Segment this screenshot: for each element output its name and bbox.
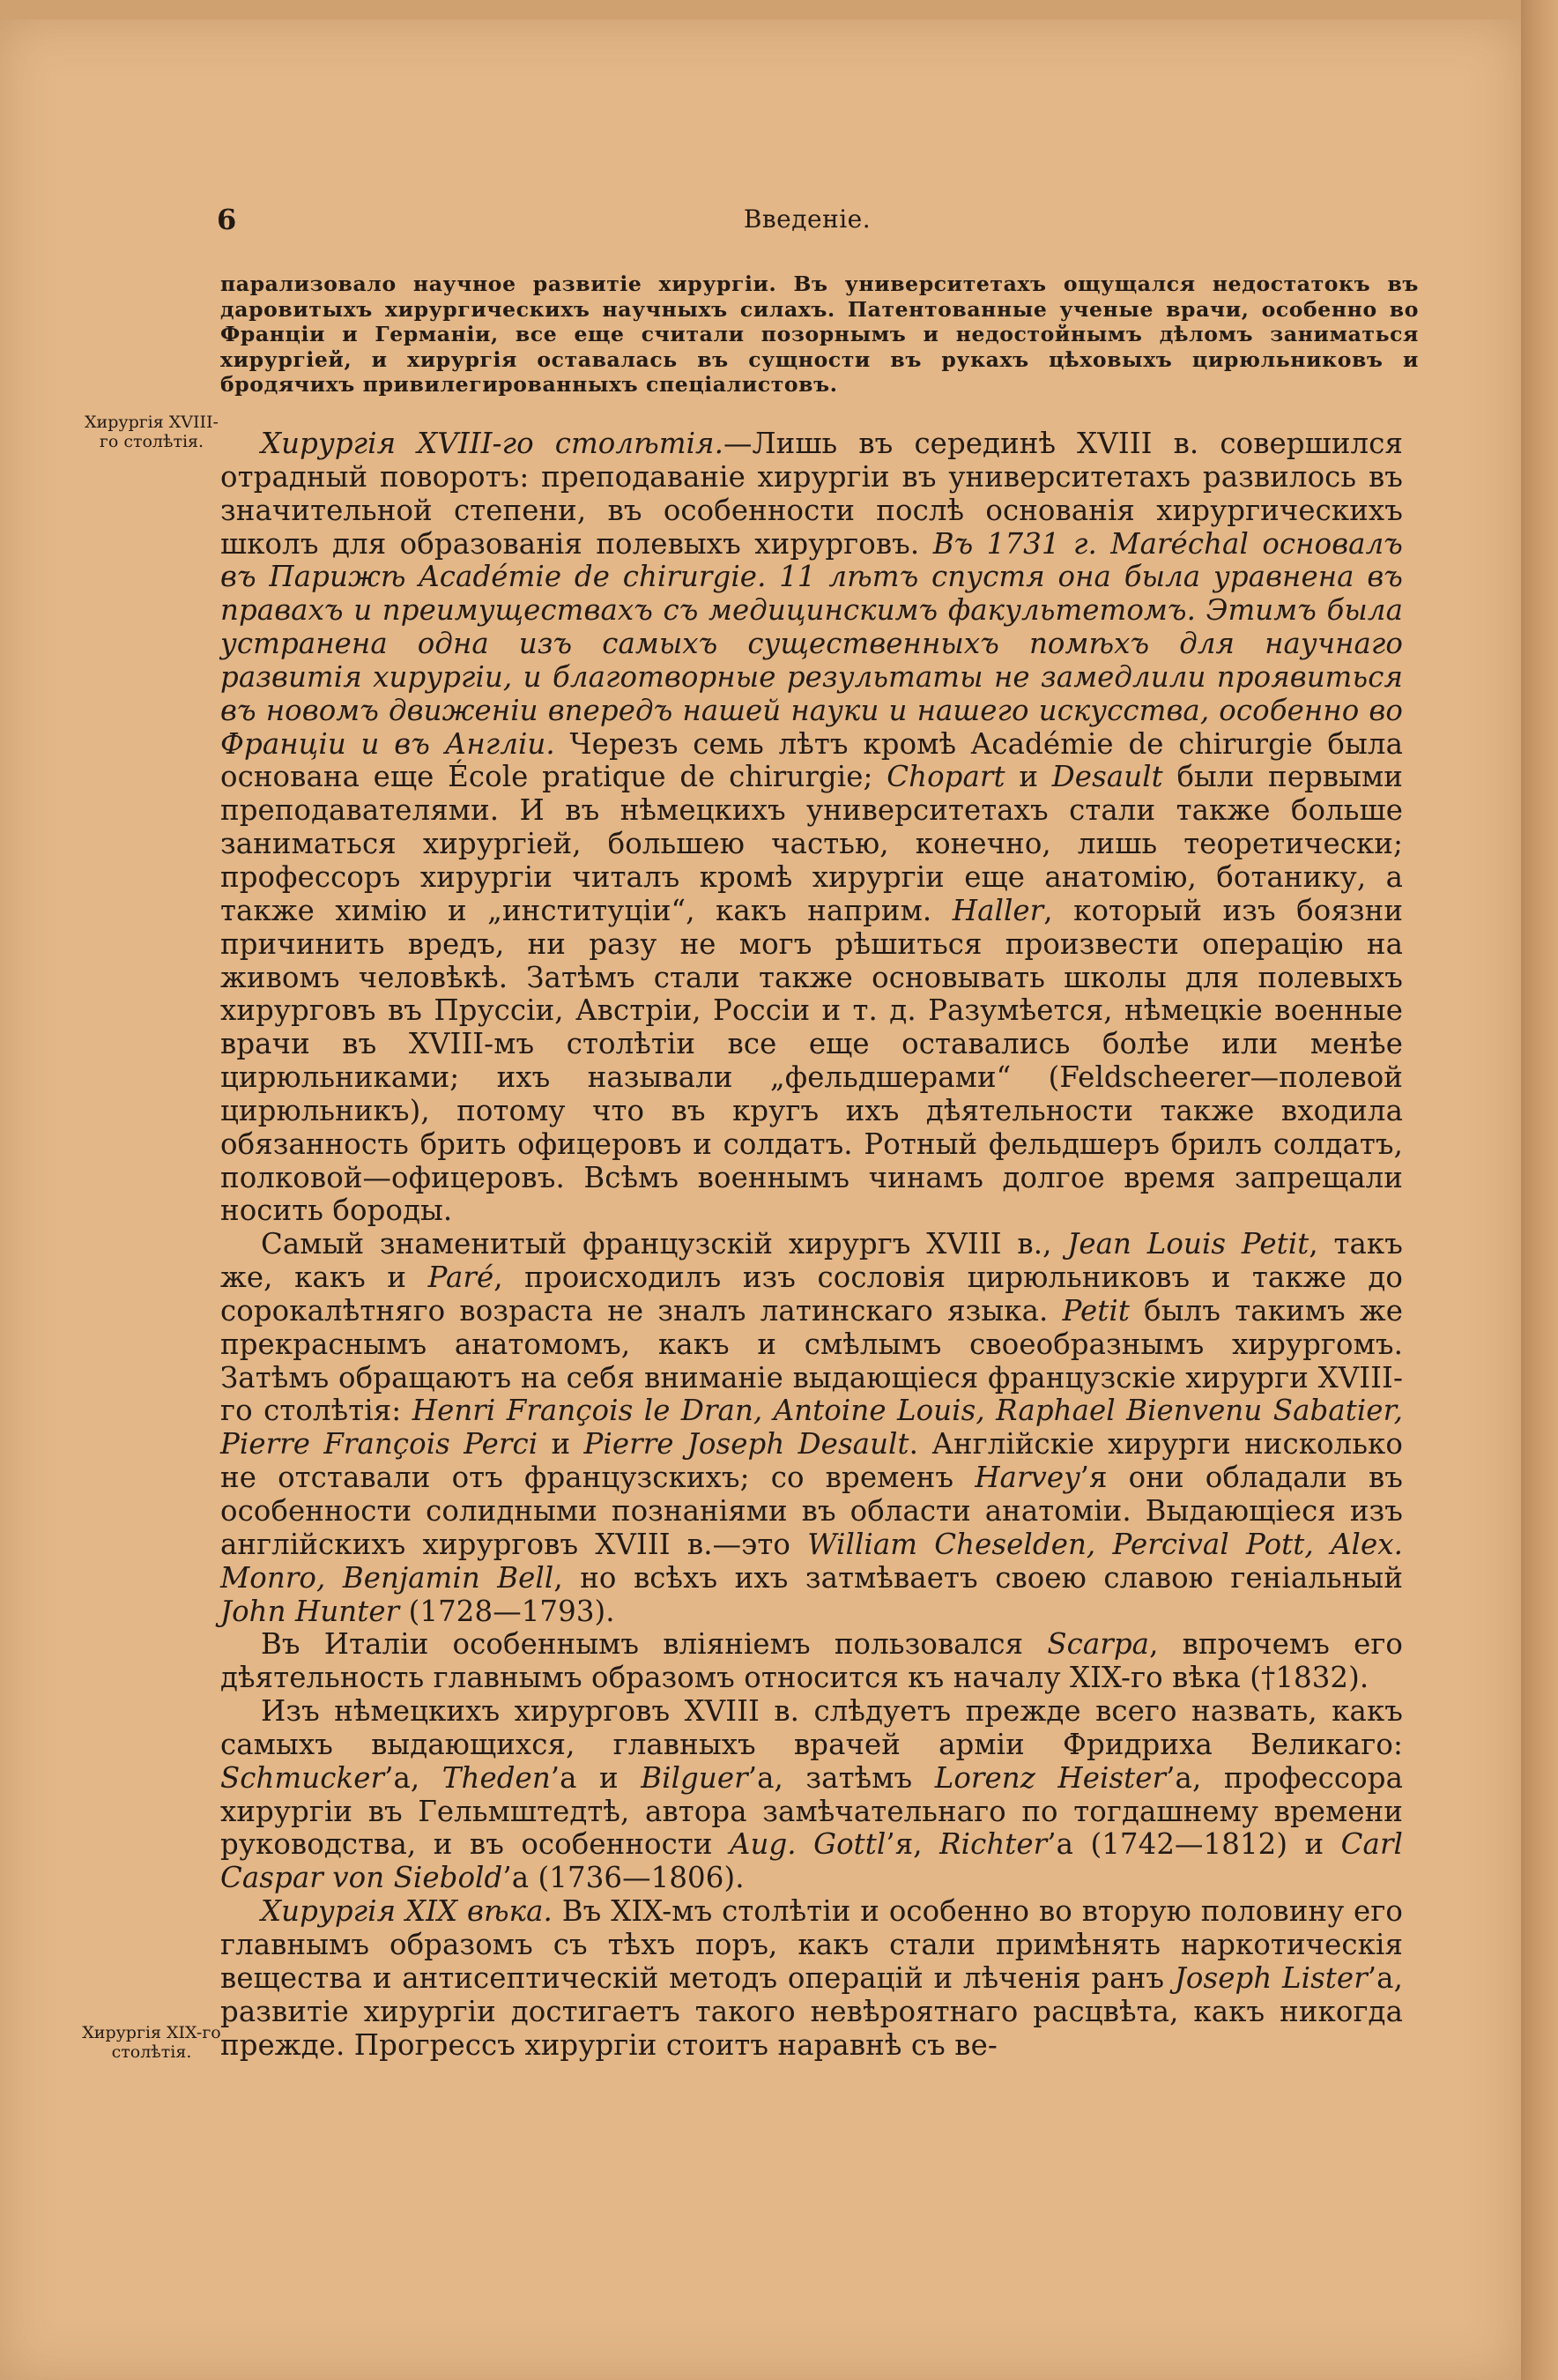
text-span: были первыми преподавателями. И въ нѣмецкихъ университетахъ стали также больше заниматься хирургіей, большею частью, конечно, лишь теоретически; профессоръ хирургіи читалъ кромѣ хирургіи еще анатомію, ботанику, а также химію и „институціи“, какъ наприм. — [220, 760, 1403, 927]
paragraph-german-surgeons — [220, 1695, 1403, 1895]
italic-span: Jean Louis Petit — [1067, 1227, 1309, 1261]
page-header — [217, 203, 1398, 238]
paragraph-18th-century — [220, 428, 1403, 1228]
running-title: Введеніе. — [743, 205, 872, 234]
text-span: , впрочемъ его дѣятельность главнымъ образомъ относится къ началу XIX-го вѣка (†1832). — [220, 1627, 1404, 1695]
section-heading-19th: Хирургія XIX вѣка. — [261, 1894, 553, 1929]
section-heading-18th: Хирургія XVIII-го столѣтія. — [261, 427, 724, 460]
text-span: , такъ же, какъ и — [220, 1227, 1403, 1295]
italic-span: Bilguer — [641, 1760, 748, 1795]
text-span: и — [538, 1427, 584, 1461]
small-print-paragraph: парализовало научное развитіе хирургіи. Въ университетахъ ощущался недостатокъ въ даровитыхъ хирургическихъ научныхъ силахъ. Патентованные ученые врачи, особенно во Франціи и Германіи, все еще считали позорнымъ и недостойнымъ дѣломъ заниматься хирургіей, и хирургія оставалась въ сущности въ рукахъ цѣховыхъ цирюльниковъ и бродячихъ привилегированныхъ спеціалистовъ. — [220, 271, 1419, 398]
text-span: , но всѣхъ ихъ затмѣваетъ своею славою геніальный — [553, 1560, 1404, 1595]
text-span: —Лишь въ серединѣ XVIII в. совершился отрадный поворотъ: преподаваніе хирургіи въ университетахъ развилось въ значительной степени, въ особенности послѣ основанія хирургическихъ школъ для образованія полевыхъ хирурговъ. — [220, 427, 1403, 561]
italic-span: Haller — [952, 893, 1044, 927]
text-span: ’а, затѣмъ — [747, 1760, 935, 1795]
italic-span: Joseph Lister — [1174, 1960, 1368, 1995]
italic-span: John Hunter — [220, 1594, 400, 1628]
text-span: (1728—1793). — [399, 1594, 615, 1628]
margin-note-18th-century: Хирургія XVIII-го столѣтія. — [85, 413, 219, 451]
text-span: ’а и — [550, 1760, 642, 1795]
text-span: , происходилъ изъ сословія цирюльниковъ и также до сорокалѣтняго возраста не зналъ латинскаго языка. — [220, 1261, 1403, 1328]
italic-span: Desault — [1051, 760, 1163, 794]
italic-span: William Cheselden, Percival Pott, Alex. Monro, Benjamin Bell — [220, 1527, 1403, 1595]
text-span: ’а (1742—1812) и — [1047, 1827, 1341, 1862]
text-span: ’а, развитіе хирургіи достигаетъ такого невѣроятнаго расцвѣта, какъ никогда прежде. Прогрессъ хирургіи стоитъ наравнѣ съ ве- — [220, 1960, 1403, 2062]
italic-span: Aug. Gottl — [730, 1827, 887, 1862]
main-text — [220, 428, 1403, 2062]
text-span: . Англійскіе хирурги нисколько не отставали отъ французскихъ; со временъ — [220, 1427, 1403, 1495]
italic-span: Henri François le Dran, Antoine Louis, Raphael Bienvenu Sabatier, Pierre François Perci — [220, 1394, 1403, 1461]
italic-span: Въ 1731 г. Maréchal основалъ въ Парижѣ Académie de chirurgie. 11 лѣтъ спустя она была уравнена въ правахъ и преимуществахъ съ медицинскимъ факультетомъ. Этимъ была устранена одна изъ самыхъ существенныхъ помѣхъ для научнаго развитія хирургіи, и благотворные результаты не замедлили проявиться въ новомъ движеніи впередъ нашей науки и нашего искусства, особенно во Франціи и въ Англіи. — [220, 526, 1403, 761]
scan-right-edge — [1521, 0, 1558, 2380]
italic-span: Petit — [1062, 1293, 1130, 1328]
scan-top-edge — [0, 0, 1521, 19]
text-span: ’я они обладали въ особенности солидными познаніями въ области анатоміи. Выдающіеся изъ англійскихъ хирурговъ XVIII в.—это — [220, 1461, 1403, 1561]
paragraph-french-surgeons — [220, 1228, 1403, 1628]
italic-span: Chopart — [887, 760, 1005, 794]
text-span: Черезъ семь лѣтъ кромѣ Académie de chirurgie была основана еще École pratique de chirurgie; — [220, 726, 1403, 794]
italic-span: Pierre Joseph Desault — [583, 1427, 909, 1461]
italic-span: Theden — [441, 1760, 551, 1795]
text-span: и — [1005, 760, 1052, 794]
text-span: , который изъ боязни причинить вредъ, ни разу не могъ рѣшиться произвести операцію на живомъ человѣкѣ. Затѣмъ стали также основывать школы для полевыхъ хирурговъ въ Пруссіи, Австріи, Россіи и т. д. Разумѣется, нѣмецкіе военные врачи въ XVIII-мъ столѣтіи все еще оставались болѣе или менѣе цирюльниками; ихъ называли „фельдшерами“ (Feldscheerer—полевой цирюльникъ), потому что въ кругъ ихъ дѣятельности также входила обязанность брить офицеровъ и солдатъ. Ротный фельдшеръ брилъ солдатъ, полковой—офицеровъ. Всѣмъ военнымъ чинамъ долгое время запрещали носить бороды. — [220, 893, 1404, 1228]
text-span: ’а, профессора хирургіи въ Гельмштедтѣ, автора замѣчательнаго по тогдашнему времени руководства, и въ особенности — [220, 1760, 1403, 1862]
italic-span: Richter — [939, 1827, 1048, 1862]
italic-span: Harvey — [975, 1461, 1080, 1495]
italic-span: Schmucker — [220, 1760, 385, 1795]
text-span: Въ Италіи особеннымъ вліяніемъ пользовался — [261, 1627, 1048, 1662]
text-span: Изъ нѣмецкихъ хирурговъ XVIII в. слѣдуетъ прежде всего назвать, какъ самыхъ выдающихся, главныхъ врачей арміи Фридриха Великаго: — [220, 1694, 1403, 1761]
italic-span: Paré — [427, 1261, 494, 1295]
text-span: ’а, — [384, 1760, 442, 1795]
italic-span: Carl Caspar von Siebold — [220, 1827, 1403, 1895]
text-span: Самый знаменитый французскій хирургъ XVIII в., — [261, 1227, 1068, 1261]
text-span: ’а (1736—1806). — [502, 1861, 745, 1895]
text-span: ’я, — [886, 1827, 940, 1862]
page-number: 6 — [217, 203, 237, 236]
paragraph-italy — [220, 1628, 1403, 1695]
margin-note-19th-century: Хирургія XIX-го столѣтія. — [82, 2023, 221, 2062]
text-span: былъ такимъ же прекраснымъ анатомомъ, какъ и смѣлымъ своеобразнымъ хирургомъ. Затѣмъ обращаютъ на себя вниманіе выдающіеся французскіе хирурги XVIII-го столѣтія: — [220, 1293, 1404, 1428]
italic-span: Scarpa — [1047, 1627, 1150, 1662]
paragraph-19th-century — [220, 1895, 1403, 2062]
italic-span: Lorenz Heister — [934, 1760, 1167, 1795]
text-span: Въ XIX-мъ столѣтіи и особенно во вторую половину его главнымъ образомъ съ тѣхъ поръ, какъ стали примѣнять наркотическія вещества и антисептическій методъ операцій и лѣченія ранъ — [220, 1894, 1404, 1995]
